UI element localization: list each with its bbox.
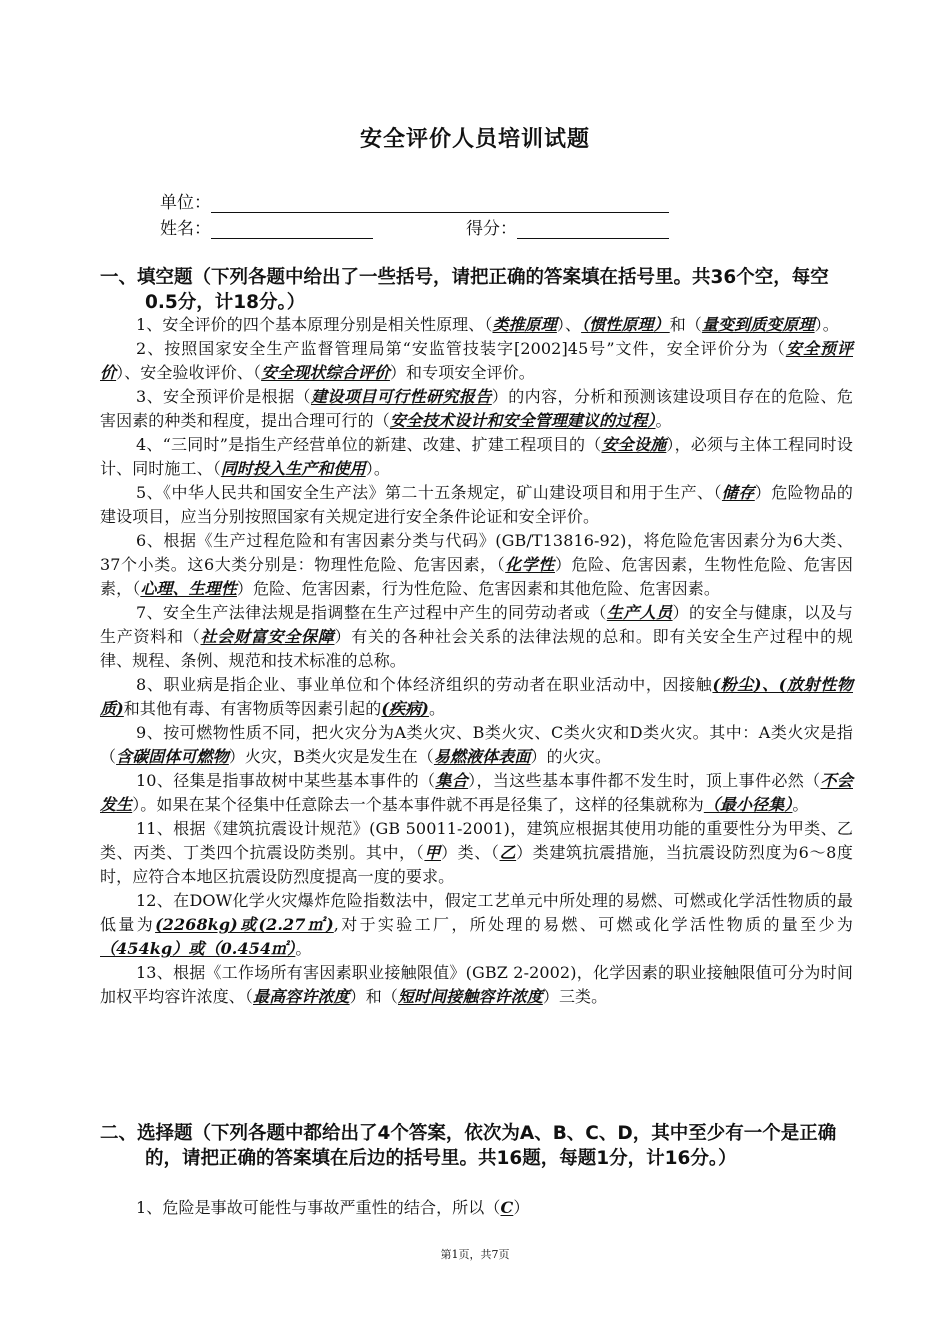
answer-text: (2268kg)或(2.27㎡) bbox=[155, 915, 334, 934]
section-1-question-11: 11、根据《建筑抗震设计规范》(GB 50011-2001)，建筑应根据其使用功能的重要性分为甲类、乙类、丙类、丁类四个抗震设防类别。其中，（甲）类、（乙）类建筑抗震措施，当抗震设防烈度为6～8度时，应符合本地区抗震设防烈度提高一度的要求。 bbox=[100, 819, 853, 886]
answer-text: 集合 bbox=[435, 771, 469, 790]
answer-text: 最高容许浓度 bbox=[253, 987, 350, 1006]
answer-text: 社会财富安全保障 bbox=[200, 627, 335, 646]
section-1-question-10: 10、径集是指事故树中某些基本事件的（集合），当这些基本事件都不发生时，顶上事件必然（不会发生）。如果在某个径集中任意除去一个基本事件就不再是径集了，这样的径集就称为（最小径集）。 bbox=[100, 771, 853, 814]
answer-text: 易燃液体表面 bbox=[433, 747, 531, 766]
answer-text: （惯性原理） bbox=[581, 315, 670, 334]
section-1-question-3: 3、安全预评价是根据（建设项目可行性研究报告）的内容，分析和预测该建设项目存在的危险、危害因素的种类和程度，提出合理可行的（安全技术设计和安全管理建议的过程）。 bbox=[100, 387, 854, 430]
answer-text: 安全技术设计和安全管理建议的过程） bbox=[389, 411, 656, 430]
section-1-questions bbox=[100, 313, 853, 1009]
answer-text: 甲 bbox=[424, 843, 442, 862]
answer-text: 生产人员 bbox=[606, 603, 673, 622]
page-title: 安全评价人员培训试题 bbox=[359, 127, 590, 152]
answer-text: 化学性 bbox=[505, 555, 555, 574]
answer-text: (粉尘)、(放射性物质) bbox=[100, 675, 853, 718]
answer-text: 乙 bbox=[499, 843, 517, 862]
section-1-question-1: 1、安全评价的四个基本原理分别是相关性原理、（类推原理）、（惯性原理）和（量变到质变原理）。 bbox=[136, 315, 839, 334]
answer-text: 同时投入生产和使用 bbox=[220, 459, 366, 478]
answer-text: 类推原理 bbox=[492, 315, 557, 334]
section-2-heading: 二、选择题（下列各题中都给出了4个答案，依次为A、B、C、D，其中至少有一个是正确的，请把正确的答案填在后边的括号里。共16题，每题1分，计16分。） bbox=[100, 1123, 837, 1169]
answer-text: 不会发生 bbox=[100, 771, 853, 814]
section-1-question-9: 9、按可燃物性质不同，把火灾分为A类火灾、B类火灾、C类火灾和D类火灾。其中：A类火灾是指（含碳固体可燃物）火灾，B类火灾是发生在（易燃液体表面）的火灾。 bbox=[100, 723, 853, 766]
score-label: 得分： bbox=[466, 219, 517, 239]
section-2-questions bbox=[100, 1196, 853, 1220]
section-1-question-12: 12、在DOW化学火灾爆炸危险指数法中，假定工艺单元中所处理的易燃、可燃或化学活性物质的最低量为(2268kg)或(2.27㎡),对于实验工厂，所处理的易燃、可燃或化学活性物质的量至少为（454kg）或（0.454㎡）。 bbox=[100, 891, 853, 958]
score-blank-line[interactable] bbox=[517, 220, 669, 239]
answer-text: 安全现状综合评价 bbox=[261, 363, 390, 382]
answer-text: 安全预评价 bbox=[100, 339, 853, 382]
name-label: 姓名： bbox=[160, 219, 211, 239]
answer-text: 储存 bbox=[721, 483, 755, 502]
answer-text: 安全设施 bbox=[601, 435, 667, 454]
section-1-question-6: 6、根据《生产过程危险和有害因素分类与代码》(GB/T13816-92)，将危险危害因素分为6大类、37个小类。这6大类分别是：物理性危险、危害因素，（化学性）危险、危害因素，生物性危险、危害因素，（心理、生理性）危险、危害因素，行为性危险、危害因素和其他危险、危害因素。 bbox=[100, 531, 853, 598]
section-1-question-8: 8、职业病是指企业、事业单位和个体经济组织的劳动者在职业活动中，因接触(粉尘)、(放射性物质)和其他有毒、有害物质等因素引起的(疾病)。 bbox=[100, 675, 853, 718]
section-1-question-4: 4、“三同时”是指生产经营单位的新建、改建、扩建工程项目的（安全设施），必须与主体工程同时设计、同时施工、（同时投入生产和使用）。 bbox=[100, 435, 853, 478]
section-1-question-13: 13、根据《工作场所有害因素职业接触限值》(GBZ 2-2002)，化学因素的职业接触限值可分为时间加权平均容许浓度、（最高容许浓度）和（短时间接触容许浓度）三类。 bbox=[100, 963, 853, 1006]
unit-blank-line[interactable] bbox=[211, 194, 669, 213]
name-blank-line[interactable] bbox=[211, 220, 373, 239]
section-1-question-5: 5、《中华人民共和国安全生产法》第二十五条规定，矿山建设项目和用于生产、（储存）危险物品的建设项目，应当分别按照国家有关规定进行安全条件论证和安全评价。 bbox=[100, 483, 853, 526]
section-1-question-2: 2、按照国家安全生产监督管理局第“安监管技装字[2002]45号”文件，安全评价分为（安全预评价）、安全验收评价、（安全现状综合评价）和专项安全评价。 bbox=[100, 339, 853, 382]
section-1-question-7: 7、安全生产法律法规是指调整在生产过程中产生的同劳动者或（生产人员）的安全与健康，以及与生产资料和（社会财富安全保障）有关的各种社会关系的法律法规的总和。即有关安全生产过程中的规律、规程、条例、规范和技术标准的总称。 bbox=[100, 603, 853, 670]
answer-text: (疾病) bbox=[381, 699, 429, 718]
answer-text: 短时间接触容许浓度 bbox=[397, 987, 543, 1006]
answer-text: C bbox=[500, 1198, 514, 1217]
section-1-heading: 一、填空题（下列各题中给出了一些括号，请把正确的答案填在括号里。共36个空，每空0.5分，计18分。） bbox=[100, 267, 829, 313]
unit-row bbox=[160, 188, 669, 213]
answer-text: 心理、生理性 bbox=[140, 579, 237, 598]
answer-text: 量变到质变原理 bbox=[701, 315, 815, 334]
answer-text: （最小径集） bbox=[703, 795, 793, 814]
name-row bbox=[160, 214, 373, 239]
answer-text: 含碳固体可燃物 bbox=[116, 747, 229, 766]
answer-text: 建设项目可行性研究报告 bbox=[310, 387, 492, 406]
section-2-question-1: 1、危险是事故可能性与事故严重性的结合，所以（C） bbox=[136, 1198, 530, 1217]
unit-label: 单位： bbox=[160, 193, 211, 213]
page-footer: 第1页，共7页 bbox=[440, 1248, 510, 1261]
score-row bbox=[466, 214, 669, 239]
answer-text: （454kg）或（0.454㎡） bbox=[100, 939, 296, 958]
